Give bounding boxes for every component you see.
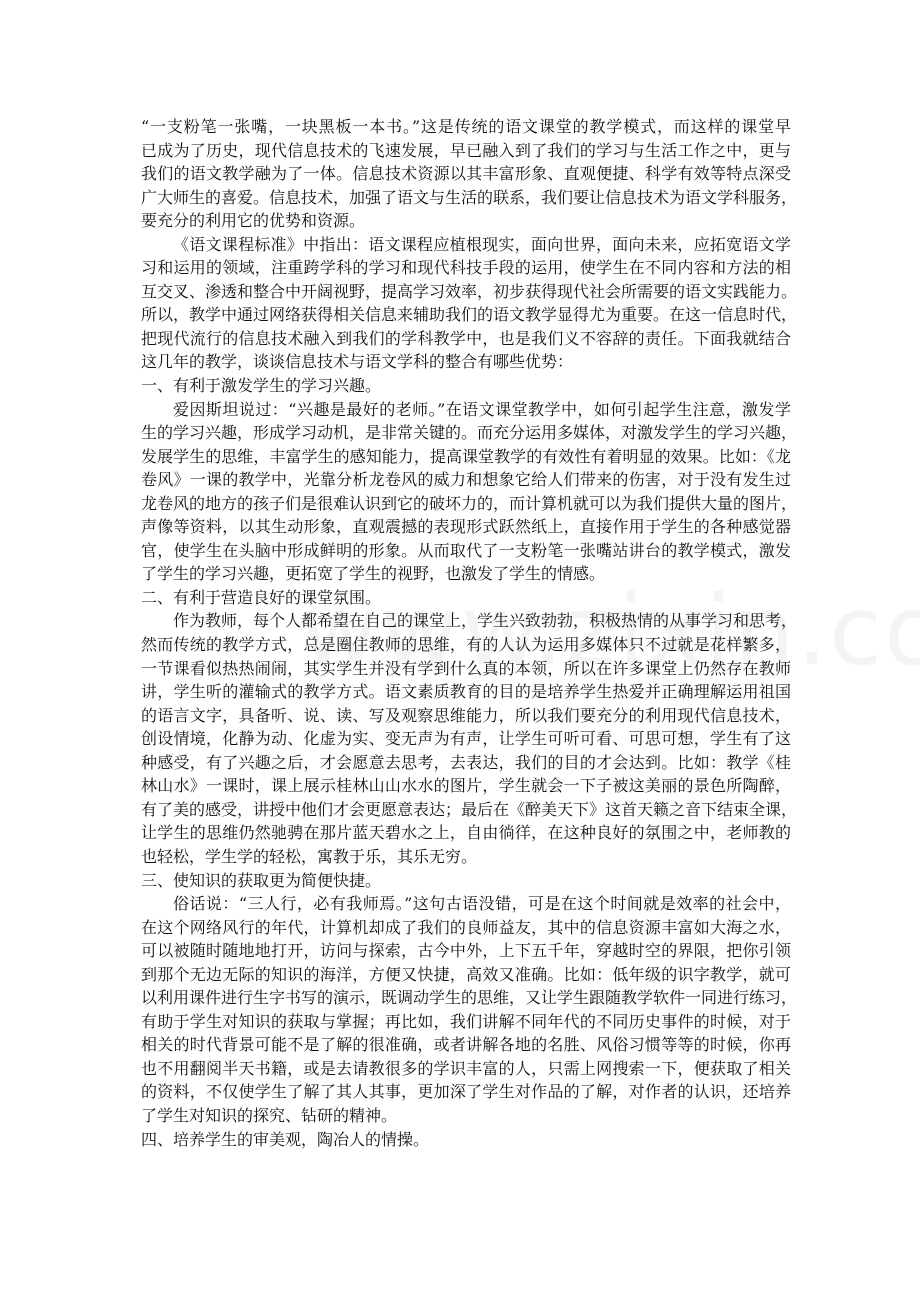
text-line: 《语文课程标准》中指出：语文课程应植根现实，面向世界，面向未来，应拓宽语文学: [173, 234, 791, 254]
text-line: 的资料，不仅使学生了解了其人其事，更加深了学生对作品的了解，对作者的认识，还培养: [141, 1082, 791, 1102]
section-heading: [141, 1128, 791, 1152]
text-line: 互交叉、渗透和整合中开阔视野，提高学习效率，初步获得现代社会所需要的语文实践能力。: [141, 281, 798, 301]
text-line: 官，使学生在头脑中形成鲜明的形象。从而取代了一支粉笔一张嘴站讲台的教学模式，激发: [141, 540, 791, 560]
text-line: 我们的语文教学融为了一体。信息技术资源以其丰富形象、直观便捷、科学有效等特点深受: [141, 164, 791, 184]
text-line: 有助于学生对知识的获取与掌握；再比如，我们讲解不同年代的不同历史事件的时候，对于: [141, 1011, 791, 1031]
text-line: 一、有利于激发学生的学习兴趣。: [141, 376, 382, 396]
text-line: 声像等资料，以其生动形象，直观震撼的表现形式跃然纸上，直接作用于学生的各种感觉器: [141, 517, 791, 537]
paragraph: [141, 115, 798, 233]
text-line: 四、培养学生的审美观，陶冶人的情操。: [141, 1129, 430, 1149]
text-line: 爱因斯坦说过：“兴趣是最好的老师。”在语文课堂教学中，如何引起学生注意，激发学: [173, 399, 791, 419]
text-line: 生的学习兴趣，形成学习动机，是非常关键的。而充分运用多媒体，对激发学生的学习兴趣，: [141, 423, 798, 443]
text-line: “一支粉笔一张嘴，一块黑板一本书。”这是传统的语文课堂的教学模式，而这样的课堂早: [141, 117, 791, 136]
text-line: 以利用课件进行生字书写的演示，既调动学生的思维，又让学生跟随教学软件一同进行练习，: [141, 988, 798, 1008]
document-body: [141, 115, 798, 1151]
paragraph: [141, 398, 798, 586]
text-line: 俗话说：“三人行，必有我师焉。”这句古语没错，可是在这个时间就是效率的社会中，: [173, 894, 791, 914]
text-line: 一节课看似热热闹闹，其实学生并没有学到什么真的本领，所以在许多课堂上仍然存在教师: [141, 658, 791, 678]
text-line: 广大师生的喜爱。信息技术，加强了语文与生活的联系，我们要让信息技术为语文学科服务，: [141, 187, 798, 207]
text-line: 把现代流行的信息技术融入到我们的学科教学中，也是我们义不容辞的责任。下面我就结合: [141, 328, 791, 348]
text-line: 可以被随时随地地打开，访问与探索，古今中外，上下五千年，穿越时空的界限，把你引领: [141, 941, 791, 961]
text-line: 到那个无边无际的知识的海洋，方便又快捷，高效又准确。比如：低年级的识字教学，就可: [141, 964, 791, 984]
text-line: 二、有利于营造良好的课堂氛围。: [141, 587, 382, 607]
section-heading: [141, 586, 791, 610]
text-line: 要充分的利用它的优势和资源。: [141, 211, 366, 231]
text-line: 作为教师，每个人都希望在自己的课堂上，学生兴致勃勃，积极热情的从事学习和思考，: [173, 611, 798, 631]
text-line: 讲，学生听的灌输式的教学方式。语文素质教育的目的是培养学生热爱并正确理解运用祖国: [141, 682, 791, 702]
text-line: 三、使知识的获取更为简便快捷。: [141, 870, 382, 890]
section-heading: [141, 374, 791, 398]
text-line: 也轻松，学生学的轻松，寓教于乐，其乐无穷。: [141, 846, 478, 866]
text-line: 然而传统的教学方式，总是圈住教师的思维，有的人认为运用多媒体只不过就是花样繁多，: [141, 635, 791, 655]
text-line: 发展学生的思维，丰富学生的感知能力，提高课堂教学的有效性有着明显的效果。比如：《龙: [141, 446, 791, 466]
section-heading: [141, 869, 791, 893]
text-line: 相关的时代背景可能不是了解的很准确，或者讲解各地的名胜、风俗习惯等等的时候，你再: [141, 1035, 791, 1055]
text-line: 习和运用的领域，注重跨学科的学习和现代科技手段的运用，使学生在不同内容和方法的相: [141, 258, 791, 278]
text-line: 已成为了历史，现代信息技术的飞速发展，早已融入到了我们的学习与生活工作之中，更与: [141, 140, 791, 160]
text-line: 了学生对知识的探究、钻研的精神。: [141, 1105, 398, 1125]
text-line: 所以，教学中通过网络获得相关信息来辅助我们的语文教学显得尤为重要。在这一信息时代，: [141, 305, 798, 325]
text-line: 龙卷风的地方的孩子们是很难认识到它的破坏力的，而计算机就可以为我们提供大量的图片，: [141, 493, 798, 513]
paragraph: [141, 609, 798, 868]
text-line: 卷风》一课的教学中，光靠分析龙卷风的威力和想象它给人们带来的伤害，对于没有发生过: [141, 470, 791, 490]
text-line: 创设情境，化静为动、化虚为实、变无声为有声，让学生可听可看、可思可想，学生有了这: [141, 729, 791, 749]
text-line: 在这个网络风行的年代，计算机却成了我们的良师益友，其中的信息资源丰富如大海之水，: [141, 917, 791, 937]
text-line: 让学生的思维仍然驰骋在那片蓝天碧水之上，自由徜徉，在这种良好的氛围之中，老师教的: [141, 823, 791, 843]
text-line: 种感受，有了兴趣之后，才会愿意去思考，去表达，我们的目的才会达到。比如：教学《桂: [141, 752, 791, 772]
paragraph: [141, 233, 798, 374]
text-line: 了学生的学习兴趣，更拓宽了学生的视野，也激发了学生的情感。: [141, 564, 606, 584]
text-line: 的语言文字，具备听、说、读、写及观察思维能力，所以我们要充分的利用现代信息技术，: [141, 705, 791, 725]
text-line: 也不用翻阅半天书籍，或是去请教很多的学识丰富的人，只需上网搜索一下，便获取了相关: [141, 1058, 791, 1078]
text-line: 有了美的感受，讲授中他们才会更愿意表达；最后在《醉美天下》这首天籁之音下结束全课，: [141, 799, 798, 819]
text-line: 林山水》一课时，课上展示桂林山山水水的图片，学生就会一下子被这美丽的景色所陶醉，: [141, 776, 791, 796]
text-line: 这几年的教学，谈谈信息技术与语文学科的整合有哪些优势：: [141, 352, 574, 372]
paragraph: [141, 892, 798, 1127]
